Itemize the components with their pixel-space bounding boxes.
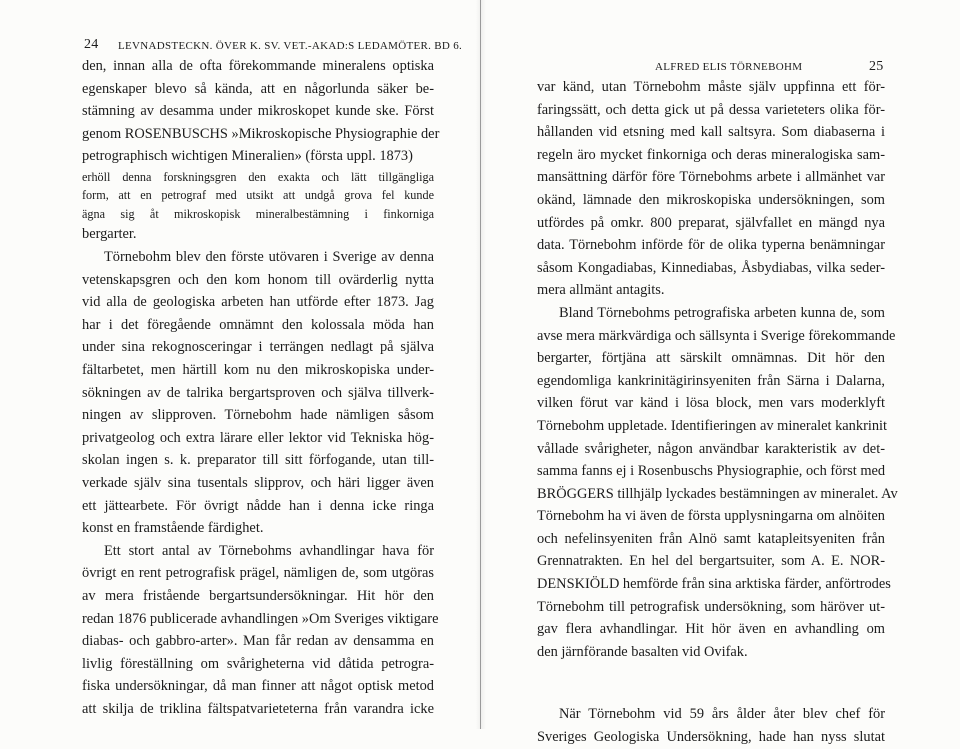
text-line: stämning av desamma under mikroskopet kunde ske. Först	[82, 103, 434, 120]
text-line: av mera fristående bergartsundersökningar. Hit hör den	[82, 587, 434, 604]
text-line: mera allmänt antagits.	[537, 282, 665, 299]
text-line: vid alla de geologiska arbeten han utförde efter 1873. Jag	[82, 294, 434, 311]
text-line: livlig föreställning om svårigheterna vid dåtida petrogra-	[82, 655, 434, 672]
text-line: har i det föregående omnämnt den kolossala möda han	[82, 316, 434, 333]
text-line: att skilja de triklina fältspatvarieteterna från varandra icke	[82, 700, 434, 717]
text-line: övrigt en rent petrografisk prägel, nämligen de, som utgöras	[82, 565, 434, 582]
text-line: okänd, lämnade den mikroskopiska undersökningen, som	[537, 191, 885, 208]
text-line: Grennatrakten. En hel del bergartsuiter, som A. E. NOR-	[537, 553, 885, 570]
text-line: Ett stort antal av Törnebohms avhandlingar hava för	[104, 542, 434, 559]
text-line: den, innan alla de ofta förekommande mineralens optiska	[82, 58, 434, 74]
text-line: petrographisch wichtigen Mineralien» (första uppl. 1873)	[82, 148, 413, 165]
book-spine	[480, 0, 481, 729]
text-line: vållade svårigheter, någon användbar karakteristik av det-	[537, 440, 885, 457]
text-line: egendomliga kankrinitägirinsyeniten från Särna i Dalarna,	[537, 372, 885, 389]
left-page-number: 24	[84, 37, 99, 52]
text-line: privatgeolog och extra lärare eller lektor vid Tekniska hög-	[82, 429, 434, 446]
text-line: konst en framstående färdighet.	[82, 520, 264, 537]
text-line: DENSKIÖLD hemförde från sina arktiska färder, anförtrodes	[537, 576, 891, 593]
text-line: erhöll denna forskningsgren den exakta och lätt tillgängliga	[82, 169, 434, 184]
text-line: Sveriges Geologiska Undersökning, hade han nyss slutat	[537, 729, 885, 746]
right-page-number: 25	[869, 59, 884, 74]
text-line: diabas- och gabbro-arter». Man får redan av densamma en	[82, 633, 434, 650]
text-line: samma fanns ej i Rosenbuschs Physiographie, och först med	[537, 463, 886, 480]
text-line: verkade själv sina tusentals slipprov, och häri ligger även	[82, 475, 434, 491]
text-line: vilken förut var känd i lösa block, men vars moderklyft	[537, 395, 885, 412]
text-line: mansättning därför före Törnebohms arbete i allmänhet var	[537, 169, 885, 186]
text-line: Törnebohm till petrografisk undersökning, som häröver ut-	[537, 598, 885, 615]
text-line: hållanden vid etsning med kall saltsyra. Som diabaserna i	[537, 124, 885, 141]
text-line: utfördes på omkr. 800 preparat, självfallet en mängd nya	[537, 214, 885, 231]
text-line: ägna sig åt mikroskopisk mineralbestämning i finkorniga	[82, 206, 434, 221]
text-line: Bland Törnebohms petrografiska arbeten kunna de, som	[559, 304, 885, 321]
text-line: fiska undersökningar, då man finner att något optisk metod	[82, 678, 434, 695]
text-line: gav flera avhandlingar. Hit hör även en avhandling om	[537, 621, 885, 638]
text-line: vetenskapsgren och den kom honom till ovärderlig nytta	[82, 271, 434, 288]
book-gutter-shadow	[476, 0, 486, 729]
text-line: bergarter, förtjäna att särskilt omnämnas. Dit hör den	[537, 350, 885, 367]
text-line: bergarter.	[82, 226, 137, 243]
text-line: var känd, utan Törnebohm måste själv uppfinna ett för-	[537, 79, 885, 95]
text-line: Törnebohm ha vi även de första upplysningarna om alnöiten	[537, 508, 885, 525]
text-line: Törnebohm uppletade. Identifieringen av mineralet kankrinit	[537, 417, 888, 434]
right-page-text	[537, 76, 898, 749]
text-line: ett jättearbete. För övrigt nådde han i denna icke ringa	[82, 497, 434, 514]
text-line: avse mera märkvärdiga och sällsynta i Sverige förekommande	[537, 327, 896, 344]
text-line: skolan ingen s. k. preparator till sitt förfogande, utan till-	[82, 452, 434, 469]
paragraph-gap	[537, 663, 885, 703]
text-line: faringssätt, och detta gick ut på dessa varieteters olika för-	[537, 101, 885, 118]
text-line: under sina rekognosceringar i terrängen nedlagt på själva	[82, 339, 434, 356]
text-line: Törnebohm blev den förste utövaren i Sverige av denna	[104, 249, 434, 266]
text-line: data. Törnebohm införde för de olika typerna benämningar	[537, 237, 885, 254]
text-line: form, att en petrograf med utsikt att undgå grova fel kunde	[82, 188, 434, 203]
text-line: genom ROSENBUSCHS »Mikroskopische Physiographie der	[82, 125, 440, 142]
left-page-text	[82, 55, 440, 721]
text-line: såsom Kongadiabas, Kinnediabas, Åsbydiabas, vilka seder-	[537, 259, 885, 276]
text-line: BRÖGGERS tillhjälp lyckades bestämningen av mineralet. Av	[537, 485, 898, 502]
text-line: och nefelinsyeniten från Alnö samt katapleitsyeniten från	[537, 530, 885, 547]
text-line: redan 1876 publicerade avhandlingen »Om Sveriges viktigare	[82, 610, 439, 627]
right-running-title: ALFRED ELIS TÖRNEBOHM	[655, 61, 803, 73]
left-running-title: LEVNADSTECKN. ÖVER K. SV. VET.-AKAD:S LEDAMÖTER. BD 6.	[118, 40, 463, 52]
text-line: sökningen av de talrika bergartsproven och själva tillverk-	[82, 384, 434, 401]
text-line: egenskaper blevo så kända, att en någorlunda säker be-	[82, 80, 434, 97]
text-line: regeln äro mycket finkorniga och deras mineralogiska sam-	[537, 146, 885, 163]
text-line: ningen av slipproven. Törnebohm hade nämligen såsom	[82, 407, 434, 424]
text-line: den järnförande basalten vid Ovifak.	[537, 643, 748, 660]
text-line: När Törnebohm vid 59 års ålder åter blev chef för	[559, 706, 885, 723]
text-line: fältarbetet, men härtill kom nu den mikroskopiska under-	[82, 362, 434, 379]
